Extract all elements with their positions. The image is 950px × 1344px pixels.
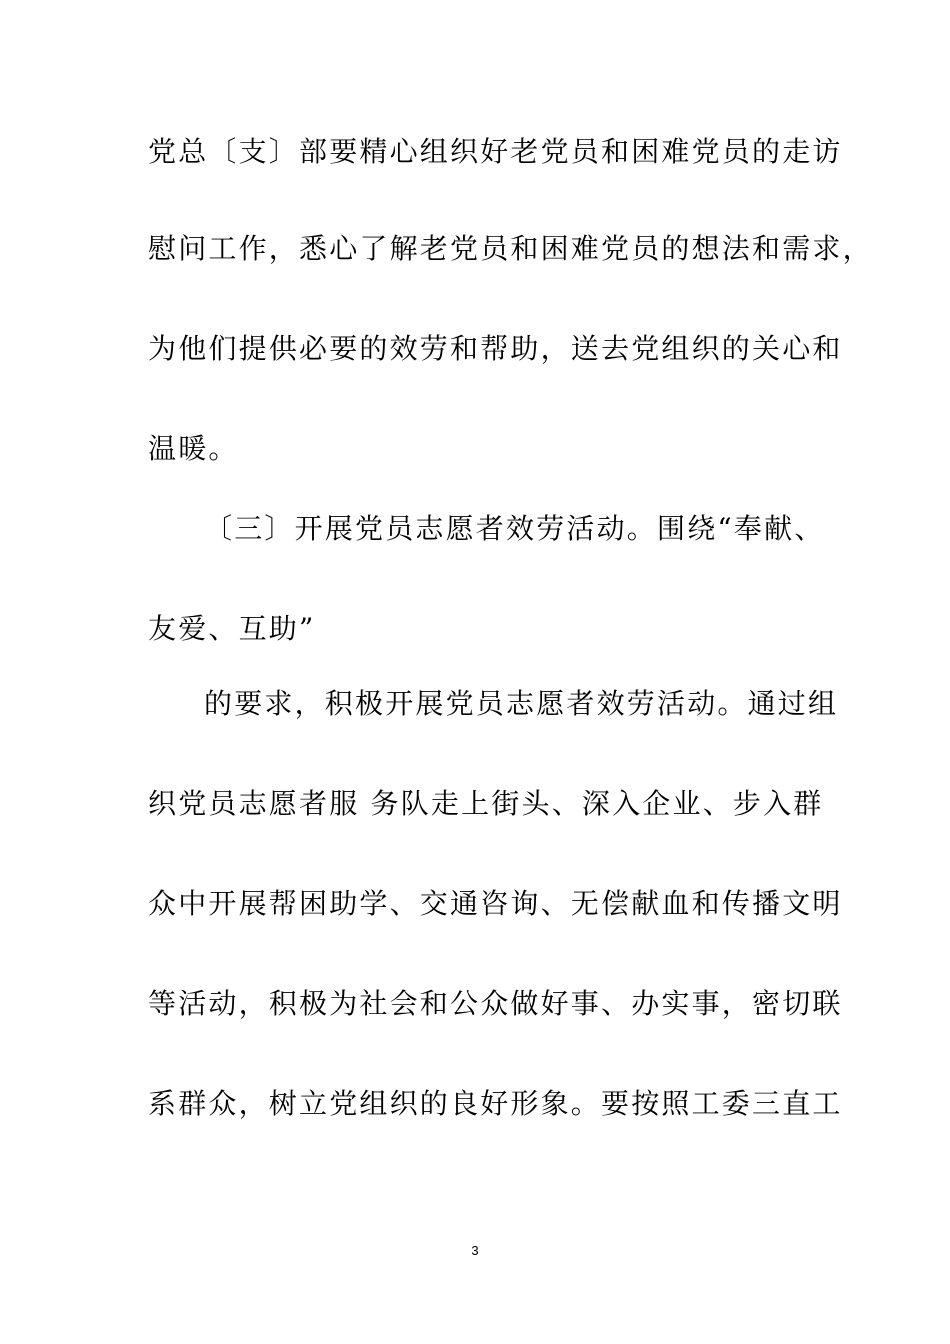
text-line-8: 织党员志愿者服 务队走上街头、深入企业、步入群 bbox=[148, 787, 824, 820]
text-line-6: 友爱、互助” bbox=[148, 612, 316, 645]
page-number: 3 bbox=[471, 1243, 479, 1258]
text-line-11: 系群众，树立党组织的良好形象。要按照工委三直工 bbox=[148, 1087, 843, 1120]
text-line-9: 众中开展帮困助学、交通咨询、无偿献血和传播文明 bbox=[148, 887, 843, 920]
text-line-3: 为他们提供必要的效劳和帮助，送去党组织的关心和 bbox=[148, 332, 843, 365]
text-line-7: 的要求，积极开展党员志愿者效劳活动。通过组 bbox=[204, 687, 839, 720]
text-line-2: 慰问工作，悉心了解老党员和困难党员的想法和需求， bbox=[148, 232, 873, 265]
text-line-1: 党总〔支〕部要精心组织好老党员和困难党员的走访 bbox=[148, 135, 843, 168]
text-line-5: 〔三〕开展党员志愿者效劳活动。围绕“奉献、 bbox=[204, 512, 825, 545]
text-line-10: 等活动，积极为社会和公众做好事、办实事，密切联 bbox=[148, 987, 843, 1020]
text-line-4: 温暖。 bbox=[148, 432, 239, 465]
